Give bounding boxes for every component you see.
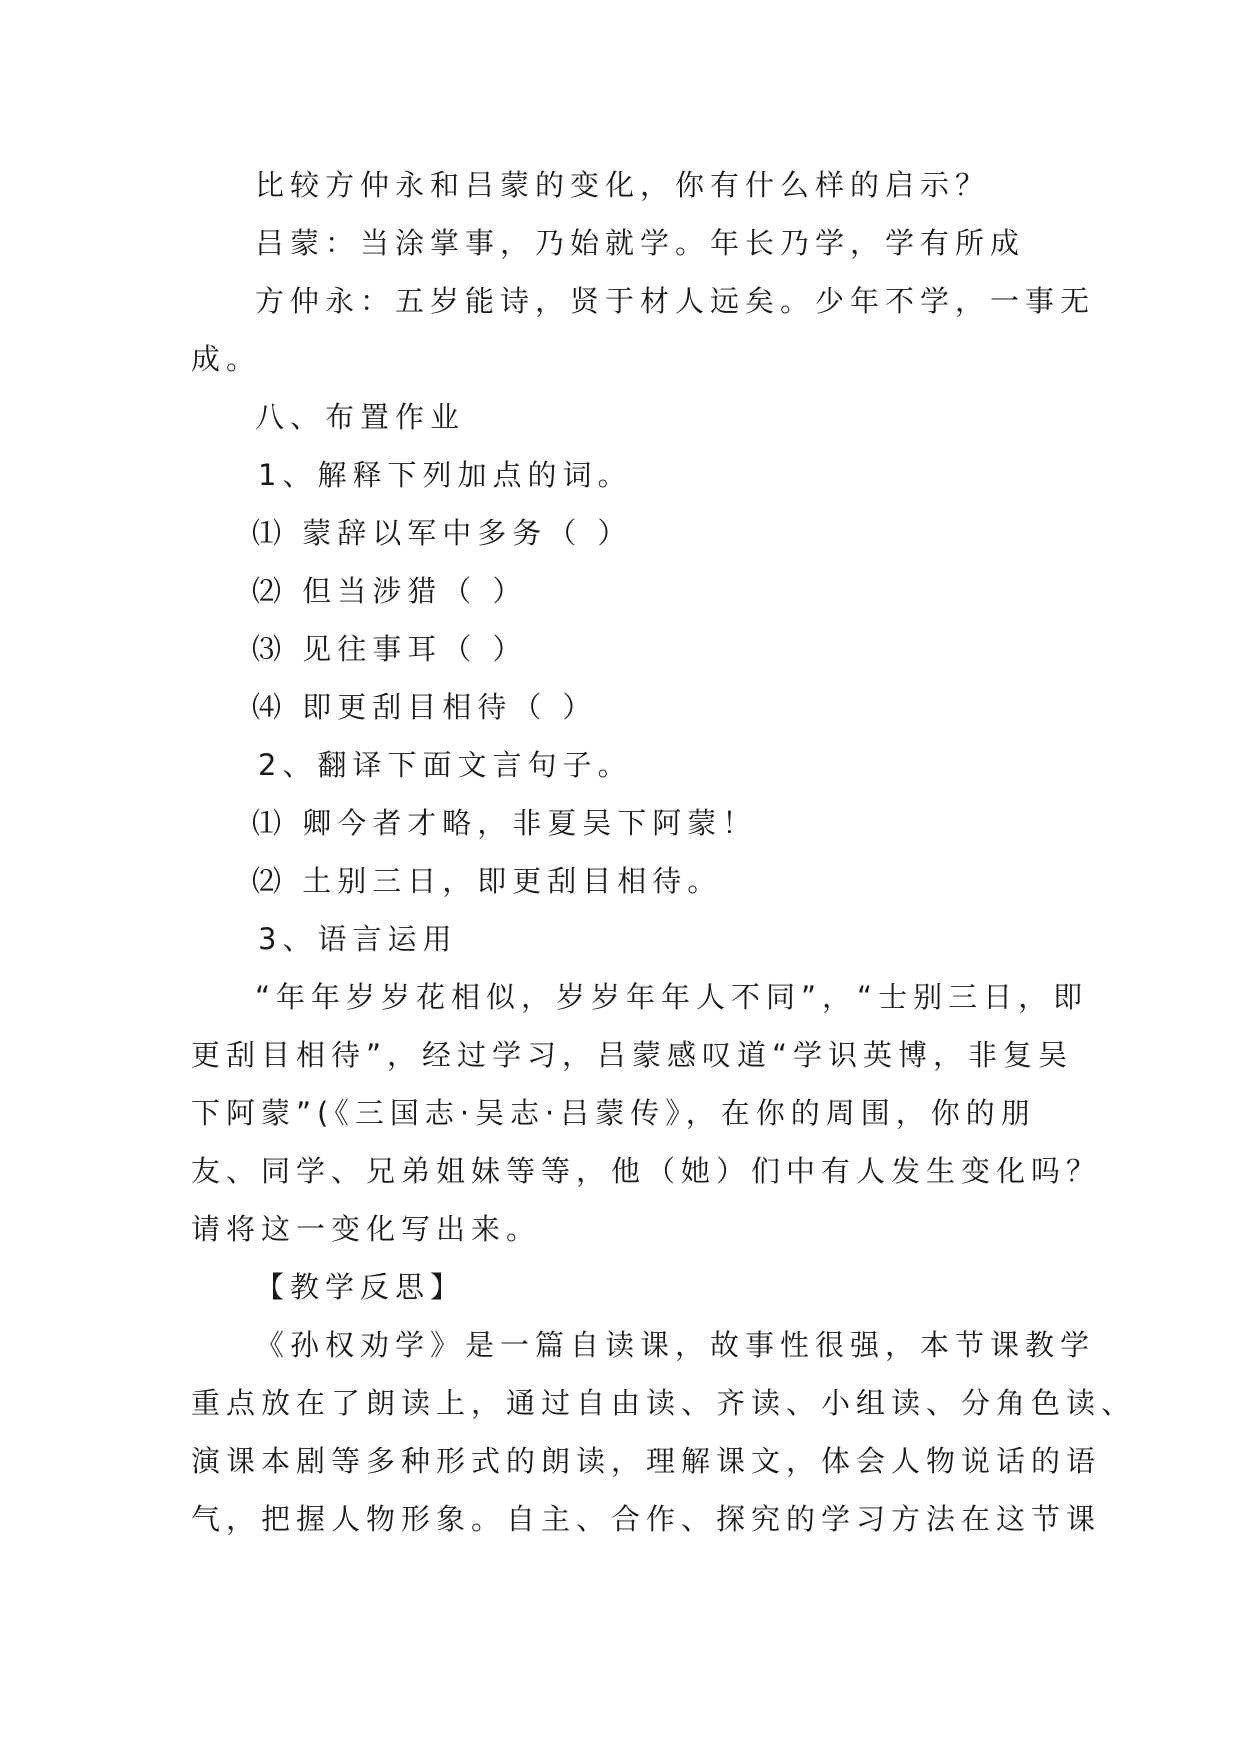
text-line: 《孙权劝学》是一篇自读课，故事性很强，本节课教学 [255, 1328, 1096, 1362]
list-item: ⑵ 但当涉猎（ ） [252, 574, 528, 608]
text-line: 比较方仲永和吕蒙的变化，你有什么样的启示？ [255, 168, 991, 202]
section-heading: 八、布置作业 [255, 400, 466, 434]
question-heading: 2、翻译下面文言句子。 [258, 748, 633, 782]
text-line: 气，把握人物形象。自主、合作、探究的学习方法在这节课 [191, 1502, 1102, 1536]
text-line: 更刮目相待”，经过学习，吕蒙感叹道“学识英博，非复吴 [191, 1038, 1074, 1072]
list-item: ⑶ 见往事耳（ ） [252, 632, 528, 666]
text-line: 友、同学、兄弟姐妹等等，他（她）们中有人发生变化吗？ [191, 1154, 1102, 1188]
question-heading: 1、解释下列加点的词。 [258, 458, 633, 492]
text-line: 演课本剧等多种形式的朗读，理解课文，体会人物说话的语 [191, 1444, 1102, 1478]
question-heading: 3、语言运用 [258, 922, 458, 956]
text-line: 重点放在了朗读上，通过自由读、齐读、小组读、分角色读、 [191, 1386, 1137, 1420]
text-line: 请将这一变化写出来。 [191, 1212, 542, 1246]
text-line: 成。 [191, 342, 262, 376]
text-line: “年年岁岁花相似，岁岁年年人不同”，“士别三日，即 [255, 980, 1089, 1014]
section-heading: 【教学反思】 [255, 1270, 466, 1304]
text-line: 下阿蒙”(《三国志·吴志·吕蒙传》，在你的周围，你的朋 [191, 1096, 1036, 1130]
list-item: ⑵ 土别三日，即更刮目相待。 [252, 864, 723, 898]
list-item: ⑷ 即更刮目相待（ ） [252, 690, 598, 724]
list-item: ⑴ 卿今者才略，非夏吴下阿蒙！ [252, 806, 758, 840]
text-line: 方仲永：五岁能诗，贤于材人远矣。少年不学，一事无 [255, 284, 1096, 318]
text-line: 吕蒙：当涂掌事，乃始就学。年长乃学，学有所成 [255, 226, 1026, 260]
list-item: ⑴ 蒙辞以军中多务（ ） [252, 516, 633, 550]
